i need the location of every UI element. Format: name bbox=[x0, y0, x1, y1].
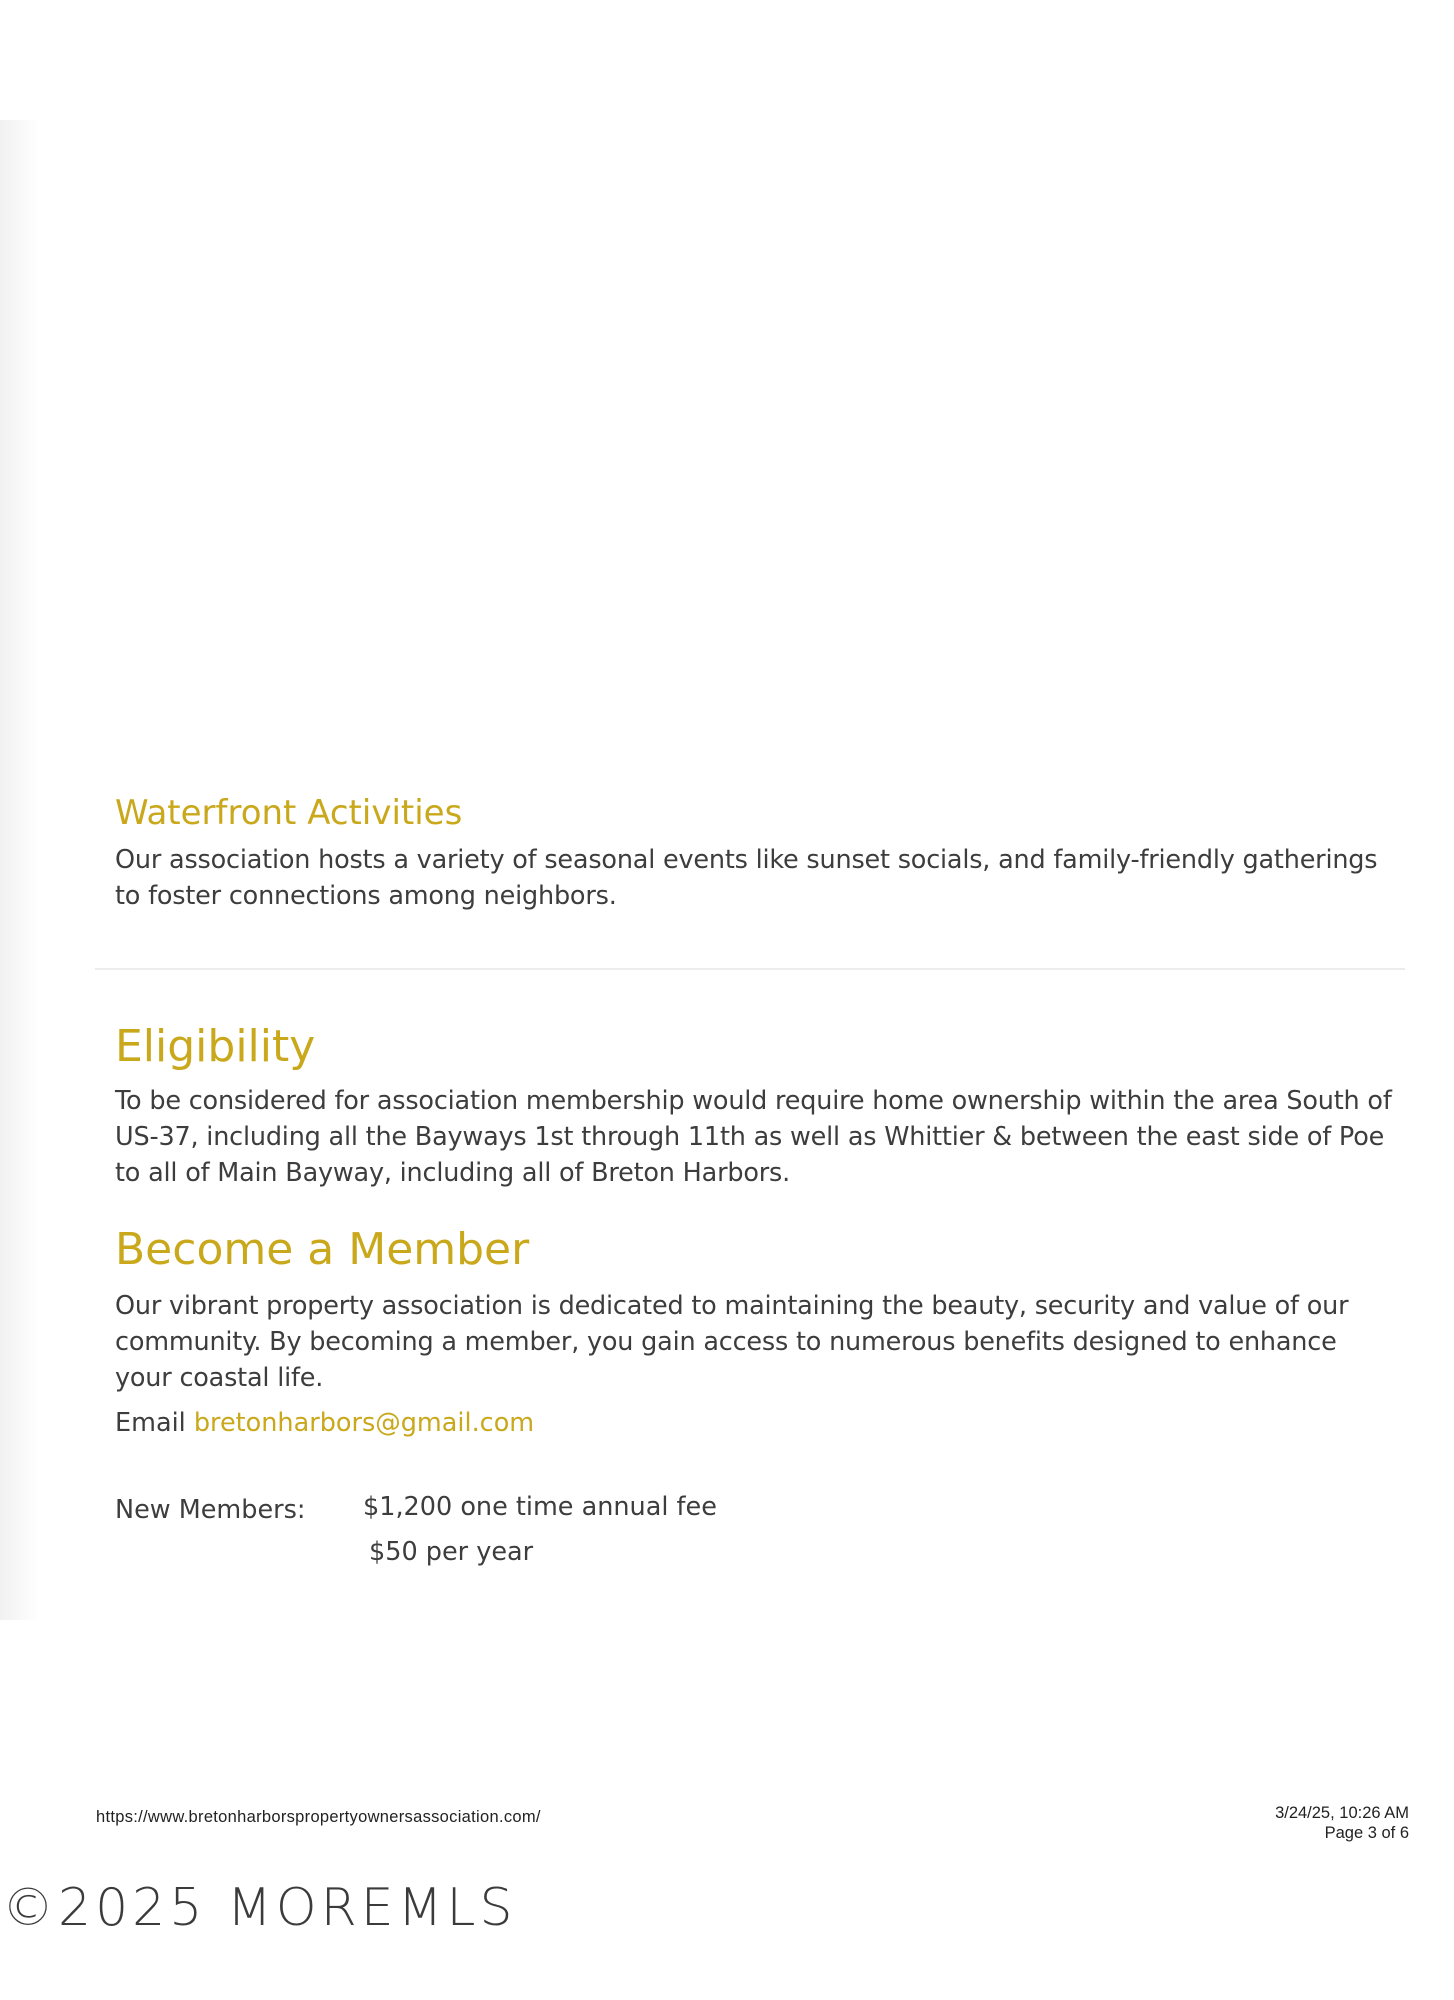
become-member-section bbox=[115, 1226, 1395, 1438]
email-link[interactable]: bretonharbors@gmail.com bbox=[193, 1408, 535, 1439]
footer-page-number: Page 3 of 6 bbox=[1324, 1824, 1409, 1842]
waterfront-section bbox=[115, 795, 1395, 914]
become-member-body: Our vibrant property association is dedicated to maintaining the beauty, security and value of our community. By becoming a member, you gain access to numerous benefits designed to enhance your coastal life. bbox=[115, 1291, 1349, 1394]
eligibility-heading: Eligibility bbox=[115, 1021, 316, 1072]
eligibility-section bbox=[115, 1023, 1395, 1191]
email-line bbox=[115, 1408, 1395, 1438]
scan-shadow bbox=[0, 120, 40, 1620]
copyright-watermark: ©2025 MOREMLS bbox=[2, 1878, 517, 1938]
one-time-fee: $1,200 one time annual fee bbox=[363, 1492, 717, 1522]
footer-meta bbox=[1275, 1803, 1409, 1843]
section-divider bbox=[95, 968, 1405, 970]
footer-url: https://www.bretonharborspropertyownersassociation.com/ bbox=[96, 1808, 541, 1826]
new-members-label: New Members: bbox=[115, 1495, 306, 1525]
eligibility-body: To be considered for association membership would require home ownership within the area South of US-37, including all the Bayways 1st through 11th as well as Whittier & between the east side of Poe to all of Main Bayway, including all of Breton Harbors. bbox=[115, 1086, 1392, 1189]
waterfront-body: Our association hosts a variety of seasonal events like sunset socials, and family-friendly gatherings to foster connections among neighbors. bbox=[115, 845, 1378, 912]
become-member-heading: Become a Member bbox=[115, 1224, 530, 1275]
email-label: Email bbox=[115, 1408, 186, 1439]
waterfront-heading: Waterfront Activities bbox=[115, 793, 463, 833]
annual-fee: $50 per year bbox=[369, 1537, 534, 1567]
footer-datetime: 3/24/25, 10:26 AM bbox=[1275, 1804, 1409, 1822]
